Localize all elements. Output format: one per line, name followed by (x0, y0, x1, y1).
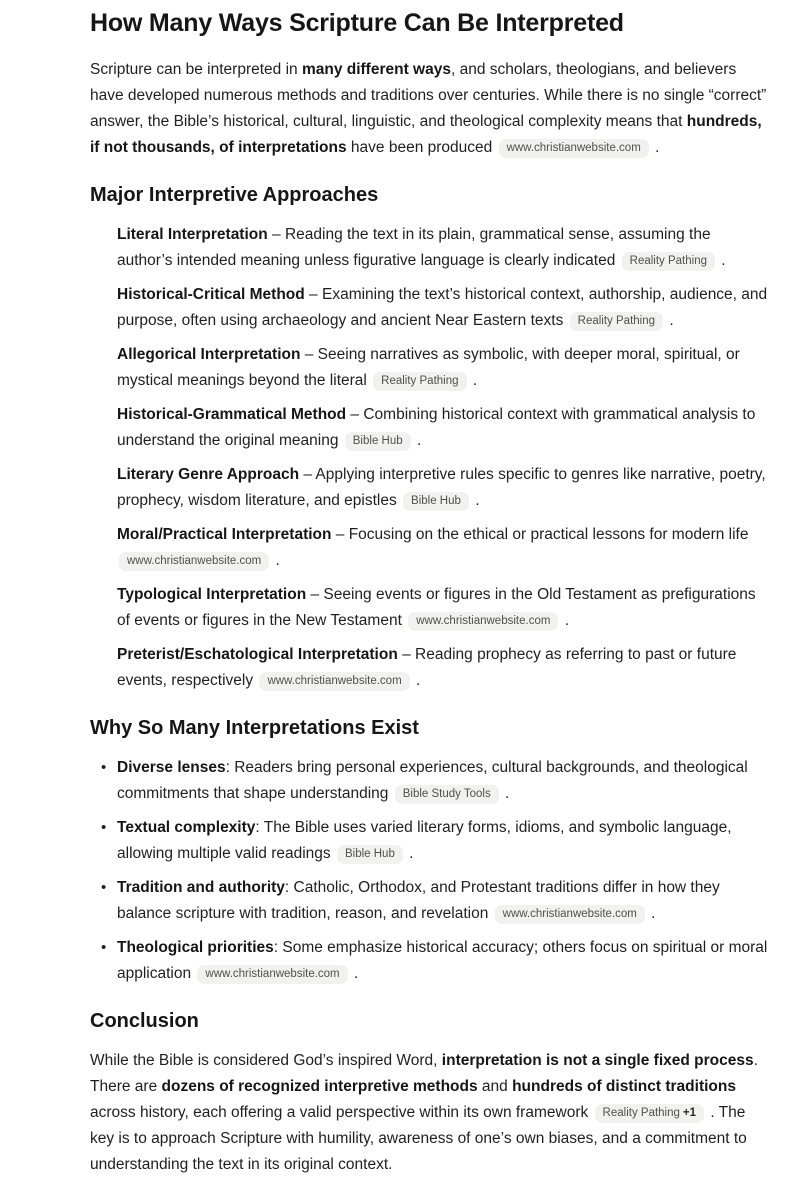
citation-chip[interactable] (570, 312, 663, 331)
reasons-list (90, 755, 769, 987)
approach-item-literal: Literal Interpretation – Reading the text in its plain, grammatical sense, assuming the author’s intended meaning unless figurative language is clearly indicated Reality Pathing . (117, 226, 726, 269)
reason-item-diverse-lenses (101, 755, 769, 807)
citation-source-label: www.christianwebsite.com (506, 142, 641, 154)
citation-chip[interactable] (622, 252, 715, 271)
citation-chip[interactable] (595, 1104, 704, 1123)
citation-source-label: www.christianwebsite.com (416, 615, 551, 627)
approaches-list (90, 222, 769, 694)
page-title: How Many Ways Scripture Can Be Interpreted (90, 9, 624, 37)
citation-chip[interactable] (345, 432, 411, 451)
approach-item-literary-genre: Literary Genre Approach – Applying interpretive rules specific to genres like narrative, poetry, prophecy, wisdom literature, and epistles Bible Hub . (117, 466, 766, 509)
bold-text: Textual complexity (117, 819, 256, 836)
bold-text: Historical-Grammatical Method (117, 406, 347, 423)
reason-item-theological-priorities (101, 935, 769, 987)
citation-source-label: www.christianwebsite.com (205, 968, 340, 980)
citation-chip[interactable] (373, 372, 466, 391)
citation-source-label: Reality Pathing (577, 315, 656, 327)
section-heading-why-so-many: Why So Many Interpretations Exist (90, 717, 419, 739)
approach-item-historical-grammatical: Historical-Grammatical Method – Combining historical context with grammatical analysis to understand the original meaning Bible Hub . (117, 406, 756, 449)
citation-source-label: Bible Study Tools (402, 788, 491, 800)
citation-source-label: Reality Pathing (602, 1107, 680, 1119)
bold-text: hundreds of distinct traditions (512, 1078, 736, 1095)
reason-item-tradition-authority (101, 875, 769, 927)
bold-text: hundreds, if not thousands, of interpretations (90, 113, 762, 156)
bold-text: Moral/Practical Interpretation (117, 526, 332, 543)
reason-item-content: Textual complexity: The Bible uses varied literary forms, idioms, and symbolic language, allowing multiple valid readings Bible Hub . (117, 819, 732, 862)
bullet-icon: • (101, 939, 107, 956)
bold-text: Literal Interpretation (117, 226, 268, 243)
approach-item-typological: Typological Interpretation – Seeing events or figures in the Old Testament as prefigurations of events or figures in the New Testament www.christianwebsite.com . (117, 586, 756, 629)
conclusion-paragraph: While the Bible is considered God’s inspired Word, interpretation is not a single fixed process. There are dozens of recognized interpretive methods and hundreds of distinct traditions across history, each offering a valid perspective within its own framework Reality Pathing +1 . The key is to approach Scripture with humility, awareness of one’s own biases, and a commitment to understanding the text in its original context. (90, 1052, 758, 1173)
citation-source-label: www.christianwebsite.com (267, 675, 402, 687)
approach-item-historical-critical: Historical-Critical Method – Examining the text’s historical context, authorship, audience, and purpose, often using archaeology and ancient Near Eastern texts Reality Pathing . (117, 286, 768, 329)
citation-chip[interactable] (395, 785, 499, 804)
bold-text: Allegorical Interpretation (117, 346, 301, 363)
bullet-icon: • (101, 819, 107, 836)
citation-source-label: Reality Pathing (381, 375, 459, 387)
citation-chip[interactable] (408, 612, 558, 631)
bold-text: interpretation is not a single fixed process (441, 1052, 754, 1069)
citation-chip[interactable] (499, 139, 649, 158)
citation-source-label: www.christianwebsite.com (127, 555, 262, 567)
citation-source-label: Bible Hub (352, 435, 403, 447)
approach-item-allegorical: Allegorical Interpretation – Seeing narratives as symbolic, with deeper moral, spiritual, or mystical meanings beyond the literal Reality Pathing . (117, 346, 740, 389)
section-heading-conclusion: Conclusion (90, 1010, 199, 1032)
citation-source-label: www.christianwebsite.com (502, 908, 637, 920)
bold-text: Typological Interpretation (117, 586, 307, 603)
bold-text: dozens of recognized interpretive methods (161, 1078, 478, 1095)
citation-chip[interactable] (403, 492, 469, 511)
bold-text: Preterist/Eschatological Interpretation (117, 646, 398, 663)
citation-chip[interactable] (259, 672, 409, 691)
reason-item-content: Tradition and authority: Catholic, Orthodox, and Protestant traditions differ in how they balance scripture with tradition, reason, and revelation www.christianwebsite.com . (117, 879, 720, 922)
citation-source-label: Bible Hub (344, 848, 395, 860)
reason-item-content: Theological priorities: Some emphasize historical accuracy; others focus on spiritual or moral application www.christianwebsite.com . (117, 939, 768, 982)
citation-extra-count: +1 (682, 1107, 697, 1119)
citation-chip[interactable] (197, 965, 347, 984)
bold-text: Literary Genre Approach (117, 466, 300, 483)
approach-item-preterist-eschatological: Preterist/Eschatological Interpretation – Reading prophecy as referring to past or future events, respectively www.christianwebsite.com . (117, 646, 737, 689)
bold-text: Theological priorities (117, 939, 274, 956)
reason-item-textual-complexity (101, 815, 769, 867)
citation-source-label: Bible Hub (411, 495, 461, 507)
citation-chip[interactable] (495, 905, 645, 924)
bold-text: many different ways (301, 61, 451, 78)
bullet-icon: • (101, 759, 107, 776)
section-heading-approaches: Major Interpretive Approaches (90, 184, 379, 206)
bold-text: Historical-Critical Method (117, 286, 305, 303)
approach-item-moral-practical: Moral/Practical Interpretation – Focusing on the ethical or practical lessons for modern life www.christianwebsite.com . (117, 526, 749, 569)
bullet-icon: • (101, 879, 107, 896)
bold-text: Tradition and authority (117, 879, 285, 896)
citation-source-label: Reality Pathing (629, 255, 707, 267)
intro-paragraph: Scripture can be interpreted in many different ways, and scholars, theologians, and believers have developed numerous methods and traditions over centuries. While there is no single “correct” answer, the Bible’s historical, cultural, linguistic, and theological complexity means that hundreds, if not thousands, of interpretations have been produced www.christianwebsite.com . (90, 61, 767, 156)
reason-item-content: Diverse lenses: Readers bring personal experiences, cultural backgrounds, and theological commitments that shape understanding Bible Study Tools . (117, 759, 748, 802)
citation-chip[interactable] (119, 552, 269, 571)
citation-chip[interactable] (337, 845, 403, 864)
bold-text: Diverse lenses (117, 759, 226, 776)
conclusion-section (90, 1009, 769, 1178)
